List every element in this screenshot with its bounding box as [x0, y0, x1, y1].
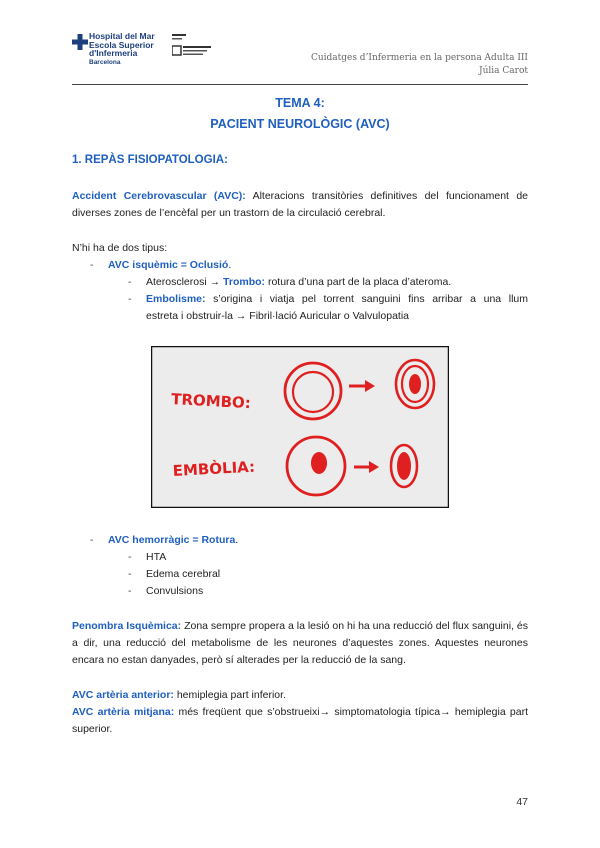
thrombus-term: Trombo: — [223, 276, 266, 288]
penumbra-term: Penombra Isquèmica: — [72, 620, 182, 632]
bullet-dash: - — [128, 585, 132, 597]
running-header — [311, 52, 528, 78]
ischemic-period: . — [228, 259, 232, 271]
diagram-label-embolia: EMBÒLIA: — [172, 457, 256, 480]
middle-artery-paragraph — [72, 704, 528, 738]
bullet-dash: - — [128, 293, 132, 305]
bullet-dash: - — [128, 568, 132, 580]
avc-text: Alteracions transitòries definitives del funcionament de diverses zones de l’encèfal per un trastorn de la circulació cerebral. — [72, 190, 529, 219]
bullet-dash: - — [128, 276, 132, 288]
logo-line-2: Escola Superior — [89, 39, 154, 50]
hemorrhagic-sub-item: Convulsions — [146, 585, 204, 597]
hemorrhagic-label: AVC hemorràgic = Rotura — [108, 534, 236, 546]
thrombus-embolism-diagram — [151, 346, 449, 508]
embolism-text-1: s’origina i viatja pel torrent sanguini fins arribar a una llum — [205, 293, 528, 305]
diagram-label-trombo: TROMBO: — [170, 390, 252, 413]
section-heading: 1. REPÀS FISIOPATOLOGIA: — [72, 154, 228, 166]
ischemic-label: AVC isquèmic = Oclusió — [108, 259, 229, 271]
thrombus-text: rotura d’una part de la placa d’ateroma. — [265, 276, 452, 288]
anterior-artery-line — [72, 687, 528, 704]
ischemic-item — [108, 257, 231, 274]
page-title: PACIENT NEUROLÒGIC (AVC) — [210, 117, 390, 131]
mitjana-text: més freqüent que s’obstrueixi→ simptomatologia típica→ hemiplegia part superior. — [72, 706, 528, 735]
hemorrhagic-sub-item: Edema cerebral — [146, 568, 221, 580]
logo-line-4: Barcelona — [89, 58, 121, 66]
anterior-text: hemiplegia part inferior. — [173, 689, 286, 701]
author-name: Júlia Carot — [479, 66, 528, 76]
thrombus-item — [146, 274, 451, 291]
types-intro: N’hi ha de dos tipus: — [72, 242, 168, 254]
penumbra-text: Zona sempre propera a la lesió on hi ha una reducció del flux sanguini, és a dir, una reducció del metabolisme de les neurones d’aquestes zones. Aquestes neurones encara no estan danyades, però sí alterades per la reducció de la sang. — [72, 620, 528, 666]
cross-icon — [72, 34, 88, 50]
page-number: 47 — [516, 796, 528, 808]
penumbra-paragraph — [72, 618, 528, 669]
anterior-term: AVC artèria anterior: — [72, 689, 174, 701]
logo-line-1: Hospital del Mar — [89, 31, 155, 41]
embolism-term: Embolisme: — [146, 293, 206, 305]
embolism-item — [146, 291, 528, 308]
bullet-dash: - — [90, 259, 94, 271]
mitjana-term: AVC artèria mitjana: — [72, 706, 175, 718]
hemorrhagic-item — [108, 532, 238, 549]
topic-number: TEMA 4: — [275, 96, 325, 110]
avc-definition — [72, 188, 528, 222]
course-title: Cuidatges d’Infermeria en la persona Adulta III — [310, 53, 528, 63]
avc-term: Accident Cerebrovascular (AVC): — [72, 190, 246, 202]
bullet-dash: - — [128, 551, 132, 563]
logo-line-3: d'Infermeria — [89, 48, 138, 58]
header-divider — [72, 84, 528, 85]
thrombus-pre: Aterosclerosi → — [146, 276, 224, 288]
hemorrhagic-period: . — [235, 534, 239, 546]
embolism-text-2: estreta i obstruir-la → Fibril·lació Auricular o Valvulopatia — [146, 310, 409, 322]
hemorrhagic-sub-item: HTA — [146, 551, 167, 563]
bullet-dash: - — [90, 534, 94, 546]
university-logo — [172, 34, 212, 60]
